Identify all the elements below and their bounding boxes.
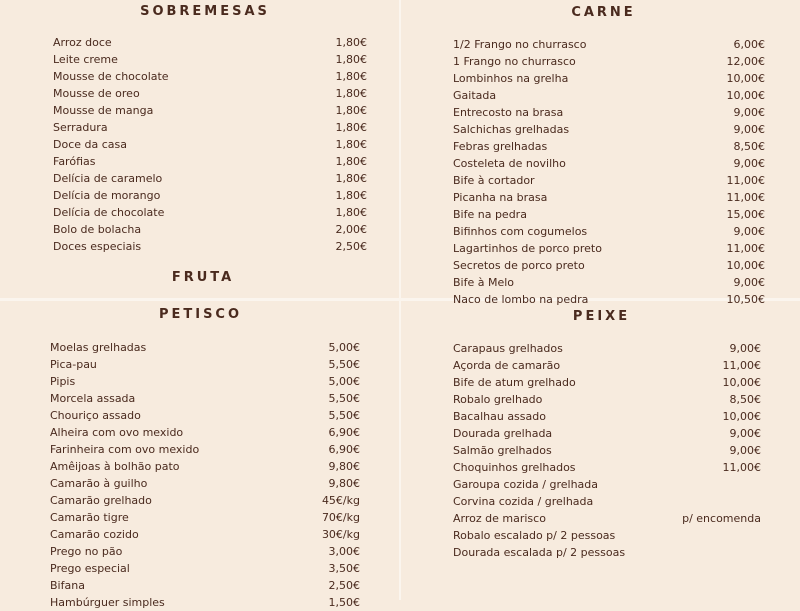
item-name: Camarão cozido [50, 528, 139, 541]
menu-item [453, 240, 765, 257]
item-name: Naco de lombo na pedra [453, 293, 589, 306]
sobremesas-list [53, 34, 367, 255]
item-name: Bife à Melo [453, 276, 515, 289]
item-price: 9,00€ [733, 276, 765, 289]
menu-item [453, 121, 765, 138]
menu-item [53, 85, 367, 102]
item-name: Corvina cozida / grelhada [453, 495, 594, 508]
menu-item [50, 560, 360, 577]
item-name: Camarão grelhado [50, 494, 152, 507]
item-price: 10,00€ [722, 376, 761, 389]
item-price: 9,00€ [733, 157, 765, 170]
menu-item [53, 153, 367, 170]
menu-item [50, 492, 360, 509]
menu-item [50, 339, 360, 356]
item-name: Bolo de bolacha [53, 223, 142, 236]
item-price: 6,00€ [733, 38, 765, 51]
carne-title: CARNE [571, 5, 636, 20]
menu-item [453, 206, 765, 223]
menu-item [53, 119, 367, 136]
item-name: Morcela assada [50, 392, 136, 405]
item-price: 1,80€ [335, 138, 367, 151]
menu-item [50, 543, 360, 560]
menu-item [453, 459, 761, 476]
item-price: p/ encomenda [682, 512, 761, 525]
item-price: 1,80€ [335, 53, 367, 66]
item-price: 8,50€ [733, 140, 765, 153]
item-name: Camarão à guilho [50, 477, 148, 490]
item-price: 1,80€ [335, 172, 367, 185]
item-name: Lagartinhos de porco preto [453, 242, 602, 255]
item-price: 9,80€ [328, 460, 360, 473]
item-name: Bacalhau assado [453, 410, 546, 423]
menu-item [453, 374, 761, 391]
item-name: Febras grelhadas [453, 140, 548, 153]
menu-item [50, 458, 360, 475]
item-price: 45€/kg [321, 494, 360, 507]
menu-item [53, 51, 367, 68]
menu-item [50, 577, 360, 594]
item-name: Delícia de caramelo [53, 172, 163, 185]
item-name: 1 Frango no churrasco [453, 55, 576, 68]
item-price: 9,00€ [733, 106, 765, 119]
item-name: Lombinhos na grelha [453, 72, 569, 85]
item-name: Moelas grelhadas [50, 341, 147, 354]
sobremesas-title: SOBREMESAS [140, 4, 270, 19]
item-price: 3,50€ [328, 562, 360, 575]
peixe-list [453, 340, 761, 561]
menu-item [50, 390, 360, 407]
item-name: Leite creme [53, 53, 118, 66]
petisco-title: PETISCO [158, 307, 243, 322]
item-price: 11,00€ [722, 359, 761, 372]
item-price: 10,50€ [726, 293, 765, 306]
menu-item [453, 223, 765, 240]
item-price: 9,80€ [328, 477, 360, 490]
item-price: 6,90€ [328, 426, 360, 439]
item-name: Doces especiais [53, 240, 142, 253]
menu-item [453, 172, 765, 189]
item-price: 2,50€ [328, 579, 360, 592]
item-price: 12,00€ [726, 55, 765, 68]
item-price: 3,00€ [328, 545, 360, 558]
item-price: 5,50€ [328, 358, 360, 371]
item-name: Arroz de marisco [453, 512, 546, 525]
menu-item [50, 424, 360, 441]
item-name: Prego especial [50, 562, 130, 575]
item-price: 6,90€ [328, 443, 360, 456]
item-price: 9,00€ [733, 123, 765, 136]
item-price: 5,50€ [328, 409, 360, 422]
item-price: 10,00€ [726, 259, 765, 272]
menu-item [50, 509, 360, 526]
item-price: 1,80€ [335, 87, 367, 100]
item-name: Bifana [50, 579, 85, 592]
item-name: Choquinhos grelhados [453, 461, 576, 474]
menu-item [453, 70, 765, 87]
menu-item [453, 87, 765, 104]
menu-item [453, 340, 761, 357]
menu-item [53, 170, 367, 187]
item-name: Picanha na brasa [453, 191, 548, 204]
item-price: 1,50€ [328, 596, 360, 609]
fruta-title: FRUTA [171, 270, 235, 285]
item-price: 11,00€ [726, 191, 765, 204]
item-name: Entrecosto na brasa [453, 106, 564, 119]
menu-item [53, 187, 367, 204]
menu-item [50, 526, 360, 543]
peixe-title: PEIXE [572, 309, 631, 324]
menu-item [50, 594, 360, 611]
menu-item [50, 356, 360, 373]
item-name: Carapaus grelhados [453, 342, 563, 355]
item-price: 1,80€ [335, 206, 367, 219]
item-name: Dourada escalada p/ 2 pessoas [453, 546, 626, 559]
menu-item [453, 408, 761, 425]
menu-item [50, 475, 360, 492]
item-price: 1,80€ [335, 70, 367, 83]
sobremesas-section [0, 0, 399, 298]
item-price: 2,00€ [335, 223, 367, 236]
item-price: 11,00€ [726, 174, 765, 187]
menu-item [53, 68, 367, 85]
item-name: Prego no pão [50, 545, 123, 558]
item-price: 11,00€ [722, 461, 761, 474]
item-name: Salchichas grelhadas [453, 123, 570, 136]
item-name: Delícia de morango [53, 189, 161, 202]
menu-item [453, 391, 761, 408]
item-price: 9,00€ [729, 427, 761, 440]
item-name: Salmão grelhados [453, 444, 552, 457]
item-price: 1,80€ [335, 121, 367, 134]
menu-item [453, 476, 761, 493]
menu-item [453, 493, 761, 510]
item-name: Mousse de oreo [53, 87, 140, 100]
menu-item [453, 274, 765, 291]
item-name: Bifinhos com cogumelos [453, 225, 588, 238]
item-price: 15,00€ [726, 208, 765, 221]
petisco-list [50, 339, 360, 611]
item-price: 2,50€ [335, 240, 367, 253]
menu-item [53, 204, 367, 221]
item-name: Farófias [53, 155, 96, 168]
item-name: Gaitada [453, 89, 497, 102]
menu-item [53, 221, 367, 238]
item-price: 11,00€ [726, 242, 765, 255]
menu-item [453, 442, 761, 459]
item-price: 9,00€ [729, 342, 761, 355]
menu-item [453, 138, 765, 155]
menu-item [50, 373, 360, 390]
item-price: 10,00€ [726, 72, 765, 85]
menu-item [50, 441, 360, 458]
menu-item [453, 104, 765, 121]
item-price: 1,80€ [335, 104, 367, 117]
item-name: Farinheira com ovo mexido [50, 443, 200, 456]
item-name: Bife na pedra [453, 208, 527, 221]
menu-item [50, 407, 360, 424]
item-price: 9,00€ [733, 225, 765, 238]
menu-item [453, 155, 765, 172]
item-name: Robalo grelhado [453, 393, 543, 406]
item-name: Serradura [53, 121, 108, 134]
item-price: 1,80€ [335, 36, 367, 49]
petisco-section [0, 301, 399, 609]
item-name: Delícia de chocolate [53, 206, 165, 219]
menu-item [453, 544, 761, 561]
item-name: Robalo escalado p/ 2 pessoas [453, 529, 616, 542]
item-price: 10,00€ [722, 410, 761, 423]
item-name: Hambúrguer simples [50, 596, 165, 609]
menu-item [453, 510, 761, 527]
menu-item [53, 136, 367, 153]
item-name: Açorda de camarão [453, 359, 561, 372]
item-price: 1,80€ [335, 189, 367, 202]
menu-item [53, 102, 367, 119]
menu-item [53, 34, 367, 51]
item-price: 10,00€ [726, 89, 765, 102]
menu-item [453, 357, 761, 374]
item-name: Dourada grelhada [453, 427, 553, 440]
menu-item [453, 36, 765, 53]
carne-section [401, 0, 800, 306]
item-price: 5,50€ [328, 392, 360, 405]
item-name: Alheira com ovo mexido [50, 426, 184, 439]
menu-item [53, 238, 367, 255]
item-name: Pipis [50, 375, 76, 388]
menu-item [453, 425, 761, 442]
item-name: Amêijoas à bolhão pato [50, 460, 180, 473]
menu-item [453, 189, 765, 206]
item-name: Bife à cortador [453, 174, 535, 187]
item-name: Camarão tigre [50, 511, 129, 524]
menu-item [453, 257, 765, 274]
item-name: Bife de atum grelhado [453, 376, 576, 389]
carne-list [453, 36, 765, 308]
item-name: Secretos de porco preto [453, 259, 585, 272]
item-name: Costeleta de novilho [453, 157, 566, 170]
item-name: Pica-pau [50, 358, 97, 371]
item-price: 8,50€ [729, 393, 761, 406]
item-name: Chouriço assado [50, 409, 141, 422]
item-price: 5,00€ [328, 375, 360, 388]
peixe-section [401, 301, 800, 600]
item-price: 70€/kg [321, 511, 360, 524]
item-name: Mousse de chocolate [53, 70, 169, 83]
item-name: Mousse de manga [53, 104, 154, 117]
item-name: 1/2 Frango no churrasco [453, 38, 587, 51]
item-name: Arroz doce [53, 36, 112, 49]
menu-item [453, 527, 761, 544]
menu-item [453, 53, 765, 70]
item-price: 30€/kg [321, 528, 360, 541]
item-name: Doce da casa [53, 138, 127, 151]
item-price: 9,00€ [729, 444, 761, 457]
item-name: Garoupa cozida / grelhada [453, 478, 599, 491]
item-price: 5,00€ [328, 341, 360, 354]
item-price: 1,80€ [335, 155, 367, 168]
